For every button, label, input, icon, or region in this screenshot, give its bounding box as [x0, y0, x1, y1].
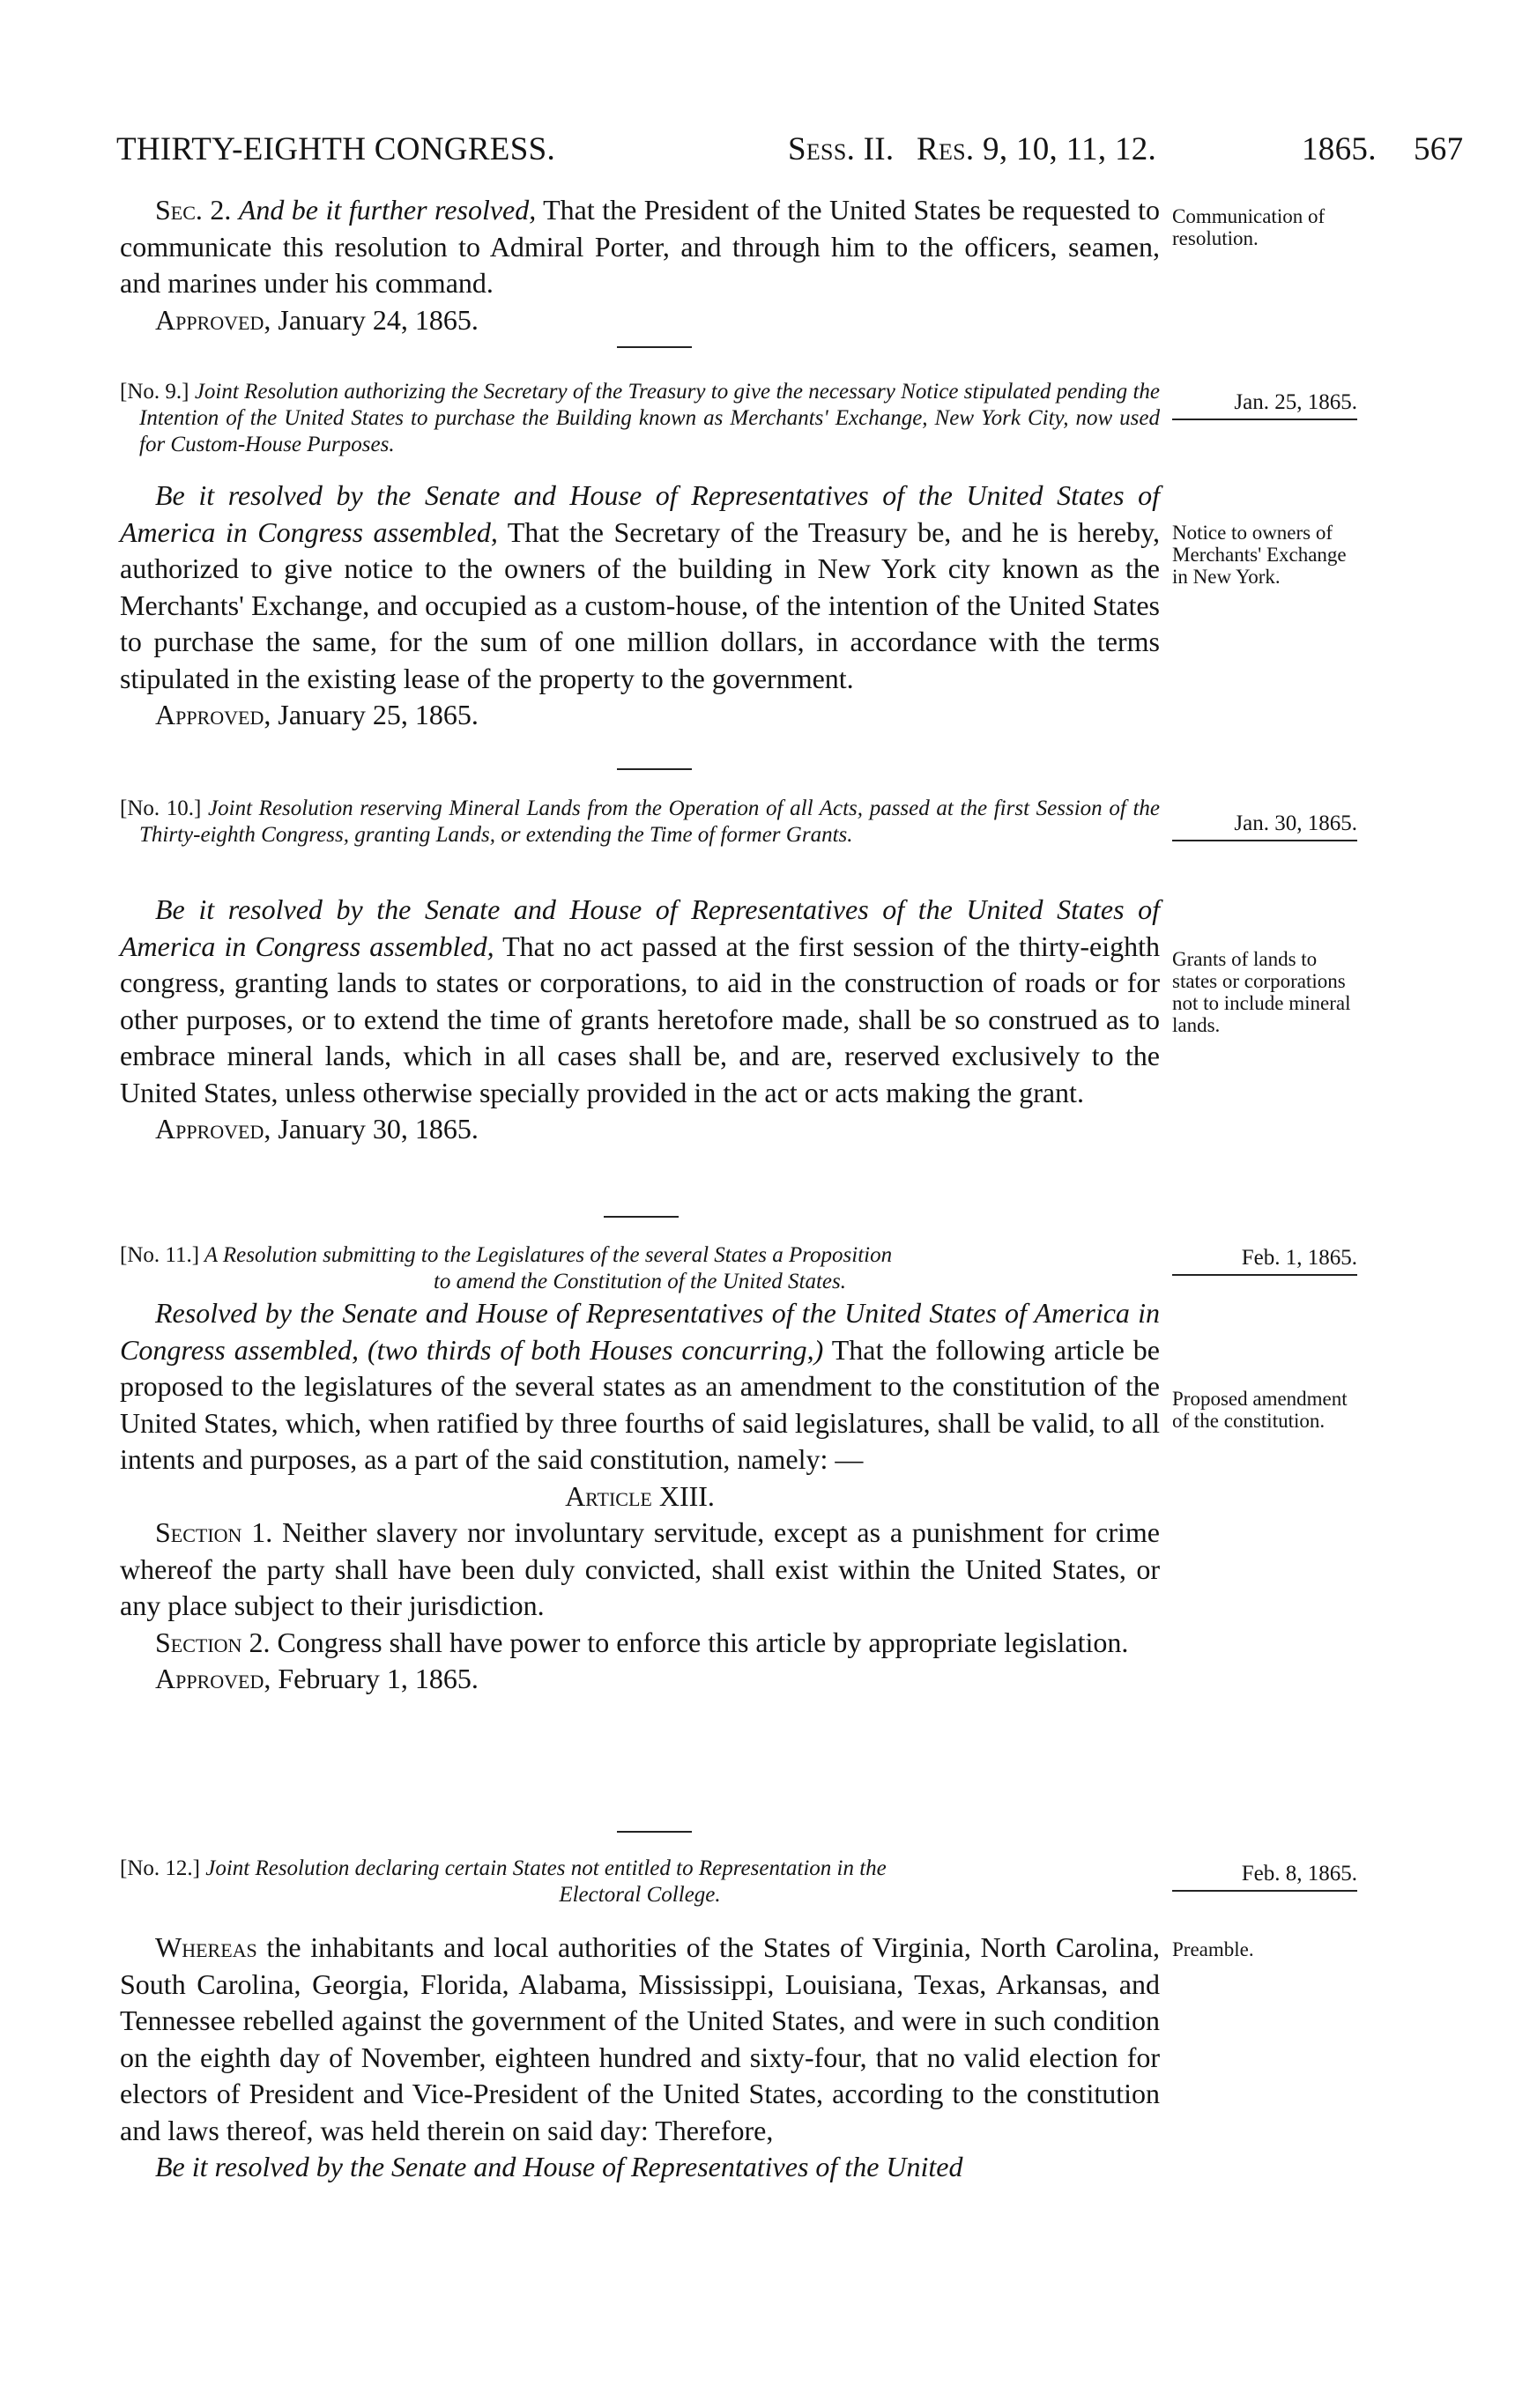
session-label: Sess. II.: [788, 131, 895, 167]
approved-label: Approved,: [155, 699, 271, 730]
res12-enacting-clause: Be it resolved by the Senate and House of Representatives of the United: [155, 2151, 963, 2182]
res11-title: A Resolution submitting to the Legislatures of the several States a Proposition: [199, 1243, 893, 1267]
res9-margin-note: Notice to owners of Merchants' Exchange in New York.: [1172, 522, 1347, 588]
res11-margin-note: Proposed amendment of the constitution.: [1172, 1388, 1348, 1432]
res11-approved: [120, 1661, 1160, 1698]
res11-number: [No. 11.]: [120, 1243, 200, 1267]
sec2-block: [120, 192, 1160, 338]
res12-body: the inhabitants and local authorities of the States of Virginia, North Carolina, South Carolina, Georgia, Florida, Alabama, Mississippi, Louisiana, Texas, Arkansas, and Tennessee rebelled against the government of the United States, and were in such condition on the eighth day of November, eighteen hundred and sixty-four, that no valid election for electors of President and Vice-President of the United States, according to the constitution and laws thereof, was held therein on said day: Therefore,: [120, 1931, 1160, 2146]
res10-paragraph: [120, 892, 1160, 1111]
res11-enacting-clause: Resolved by the Senate and House of Representatives of the United States of America in Congress assembled,: [120, 1297, 1160, 1366]
res9-heading: [120, 379, 1160, 458]
approved-label: Approved,: [155, 1663, 271, 1694]
section-1-body: Neither slavery nor involuntary servitude, except as a punishment for crime whereof the party shall have been duly convicted, shall exist within the United States, or any place subject to their jurisdiction.: [120, 1516, 1161, 1621]
section-2-label: Section 2.: [155, 1626, 271, 1658]
res9-block: [120, 478, 1160, 734]
res11-title-line2: to amend the Constitution of the United States.: [433, 1270, 847, 1293]
sec2-margin-note: Communication of resolution.: [1172, 205, 1326, 249]
sec2-enacting-clause: And be it further resolved,: [238, 194, 537, 226]
congress-title: THIRTY-EIGHTH CONGRESS.: [116, 131, 555, 167]
res10-body: That no act passed at the first session of the thirty-eighth congress, granting lands to states or corporations, to aid in the construction of roads or for other purposes, or to extend the time of grants heretofore made, shall be so construed as to embrace mineral lands, which in all cases shall be, and are, reserved exclusively to the United States, unless otherwise specially provided in the act or acts making the grant.: [120, 930, 1160, 1108]
res9-approved: [120, 697, 1160, 734]
approved-label: Approved,: [155, 1113, 271, 1145]
resolutions-label: Res. 9, 10, 11, 12.: [917, 131, 1157, 167]
article-heading: Article XIII.: [565, 1479, 715, 1512]
section-2-body: Congress shall have power to enforce this article by appropriate legislation.: [270, 1626, 1129, 1658]
whereas-label: Whereas: [155, 1931, 257, 1963]
res12-date: Feb. 8, 1865.: [1172, 1861, 1357, 1892]
running-header: [116, 130, 1464, 173]
page-number: 567: [1414, 131, 1464, 167]
res9-title: Joint Resolution authorizing the Secretary of the Treasury to give the necessary Notice stipulated pending the Intention of the United States to purchase the Building known as Merchants' Exchange, New York City, now used for Custom-House Purposes.: [139, 380, 1160, 456]
sec2-paragraph: [120, 192, 1160, 302]
separator-rule: [604, 1216, 679, 1218]
res10-enacting-clause: Be it resolved by the Senate and House of Representatives of the United States of America in Congress assembled,: [120, 893, 1160, 962]
res9-number: [No. 9.]: [120, 380, 189, 404]
sec2-label: Sec. 2.: [155, 194, 232, 226]
res12-number: [No. 12.]: [120, 1856, 200, 1880]
page-year: 1865.: [1302, 131, 1377, 167]
approved-date: January 25, 1865.: [271, 699, 479, 730]
section-1-label: Section 1.: [155, 1516, 273, 1548]
res12-preamble: [120, 1930, 1160, 2149]
separator-rule: [617, 768, 692, 770]
res11-block: [120, 1295, 1160, 1698]
res11-date: Feb. 1, 1865.: [1172, 1245, 1357, 1276]
res10-heading: [120, 796, 1160, 848]
res10-title: Joint Resolution reserving Mineral Lands from the Operation of all Acts, passed at the first Session of the Thirty-eighth Congress, granting Lands, or extending the Time of former Grants.: [139, 796, 1160, 847]
approved-date: February 1, 1865.: [271, 1663, 479, 1694]
separator-rule: [617, 346, 692, 348]
approved-label: Approved,: [155, 303, 271, 336]
res10-number: [No. 10.]: [120, 796, 202, 820]
res10-approved: [120, 1111, 1160, 1148]
res11-parenthetical: (two thirds of both Houses concurring,): [359, 1333, 824, 1366]
sec2-body: That the President of the United States be requested to communicate this resolution to Admiral Porter, and through him to the officers, seamen, and marines under his command.: [120, 194, 1161, 299]
res12-title: Joint Resolution declaring certain States not entitled to Representation in the: [199, 1856, 887, 1880]
res11-body: That the following article be proposed to the legislatures of the several states as an amendment to the constitution of the United States, which, when ratified by three fourths of said legislatures, shall be valid, to all intents and purposes, as a part of the said constitution, namely: —: [120, 1333, 1161, 1475]
res10-block: [120, 892, 1160, 1148]
article-section-1: [120, 1515, 1160, 1625]
article-section-2: [120, 1625, 1160, 1662]
res9-enacting-clause: Be it resolved by the Senate and House of Representatives of the United States of America in Congress assembled,: [120, 479, 1160, 548]
res9-date: Jan. 25, 1865.: [1172, 389, 1357, 420]
sec2-approved: [120, 302, 1160, 339]
res12-margin-note: Preamble.: [1172, 1938, 1254, 1960]
approved-date: January 24, 1865.: [271, 303, 479, 336]
res12-heading: [120, 1856, 1160, 1908]
res10-date: Jan. 30, 1865.: [1172, 811, 1357, 841]
res9-body: That the Secretary of the Treasury be, and he is hereby, authorized to give notice to the owners of the building in New York city known as the Merchants' Exchange, and occupied as a custom-house, of the intention of the United States to purchase the same, for the sum of one million dollars, in accordance with the terms stipulated in the existing lease of the property to the government.: [120, 515, 1160, 694]
res12-title-line2: Electoral College.: [559, 1883, 721, 1907]
res11-paragraph: [120, 1295, 1160, 1478]
res11-heading: [120, 1242, 1160, 1295]
res10-margin-note: Grants of lands to states or corporations not to include mineral lands.: [1172, 948, 1351, 1036]
res12-block: [120, 1930, 1160, 2186]
res9-paragraph: [120, 478, 1160, 697]
separator-rule: [617, 1831, 692, 1833]
approved-date: January 30, 1865.: [271, 1113, 479, 1145]
